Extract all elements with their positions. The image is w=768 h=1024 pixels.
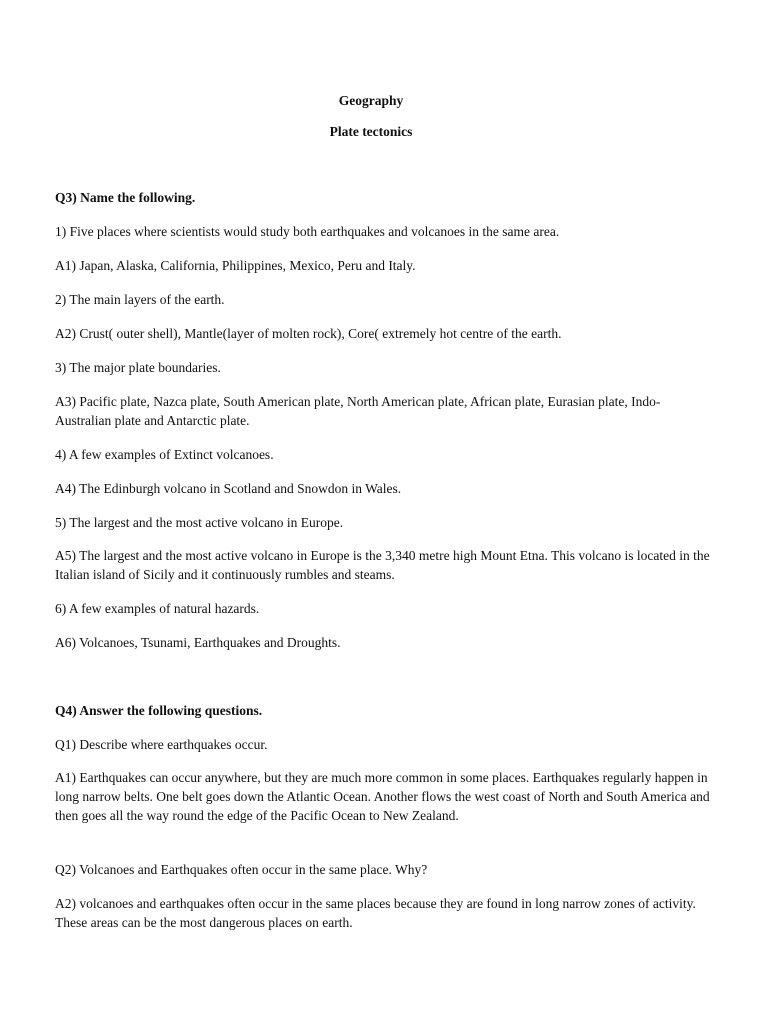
document-title: Geography <box>338 93 404 108</box>
q3-question-5: 5) The largest and the most active volcano in Europe. <box>55 515 344 530</box>
q3-answer-3: A3) Pacific plate, Nazca plate, South American plate, North American plate, African plate, Eurasian plate, Indo-Australian plate and Antarctic plate. <box>55 394 661 428</box>
q3-question-2: 2) The main layers of the earth. <box>55 292 225 307</box>
document-subtitle: Plate tectonics <box>329 124 413 139</box>
q4-question-1: Q1) Describe where earthquakes occur. <box>55 737 268 752</box>
q3-heading: Q3) Name the following. <box>55 190 196 205</box>
q3-question-6: 6) A few examples of natural hazards. <box>55 601 260 616</box>
q4-heading: Q4) Answer the following questions. <box>55 703 263 718</box>
q3-answer-2: A2) Crust( outer shell), Mantle(layer of molten rock), Core( extremely hot centre of the earth. <box>55 326 562 341</box>
q3-answer-1: A1) Japan, Alaska, California, Philippines, Mexico, Peru and Italy. <box>55 258 416 273</box>
q4-question-2: Q2) Volcanoes and Earthquakes often occur in the same place. Why? <box>55 862 428 877</box>
q3-question-4: 4) A few examples of Extinct volcanoes. <box>55 447 274 462</box>
q4-answer-1: A1) Earthquakes can occur anywhere, but they are much more common in some places. Earthquakes regularly happen in long narrow belts. One belt goes down the Atlantic Ocean. Another flows the west coast of North and South America and then goes all the way round the edge of the Pacific Ocean to New Zealand. <box>55 770 710 823</box>
q3-question-1: 1) Five places where scientists would study both earthquakes and volcanoes in the same area. <box>55 224 560 239</box>
q3-answer-6: A6) Volcanoes, Tsunami, Earthquakes and Droughts. <box>55 635 341 650</box>
q3-question-3: 3) The major plate boundaries. <box>55 360 221 375</box>
q4-answer-2: A2) volcanoes and earthquakes often occur in the same places because they are found in long narrow zones of activity. These areas can be the most dangerous places on earth. <box>55 896 696 930</box>
q3-answer-5: A5) The largest and the most active volcano in Europe is the 3,340 metre high Mount Etna. This volcano is located in the Italian island of Sicily and it continuously rumbles and steams. <box>55 548 710 582</box>
q3-answer-4: A4) The Edinburgh volcano in Scotland and Snowdon in Wales. <box>55 481 402 496</box>
